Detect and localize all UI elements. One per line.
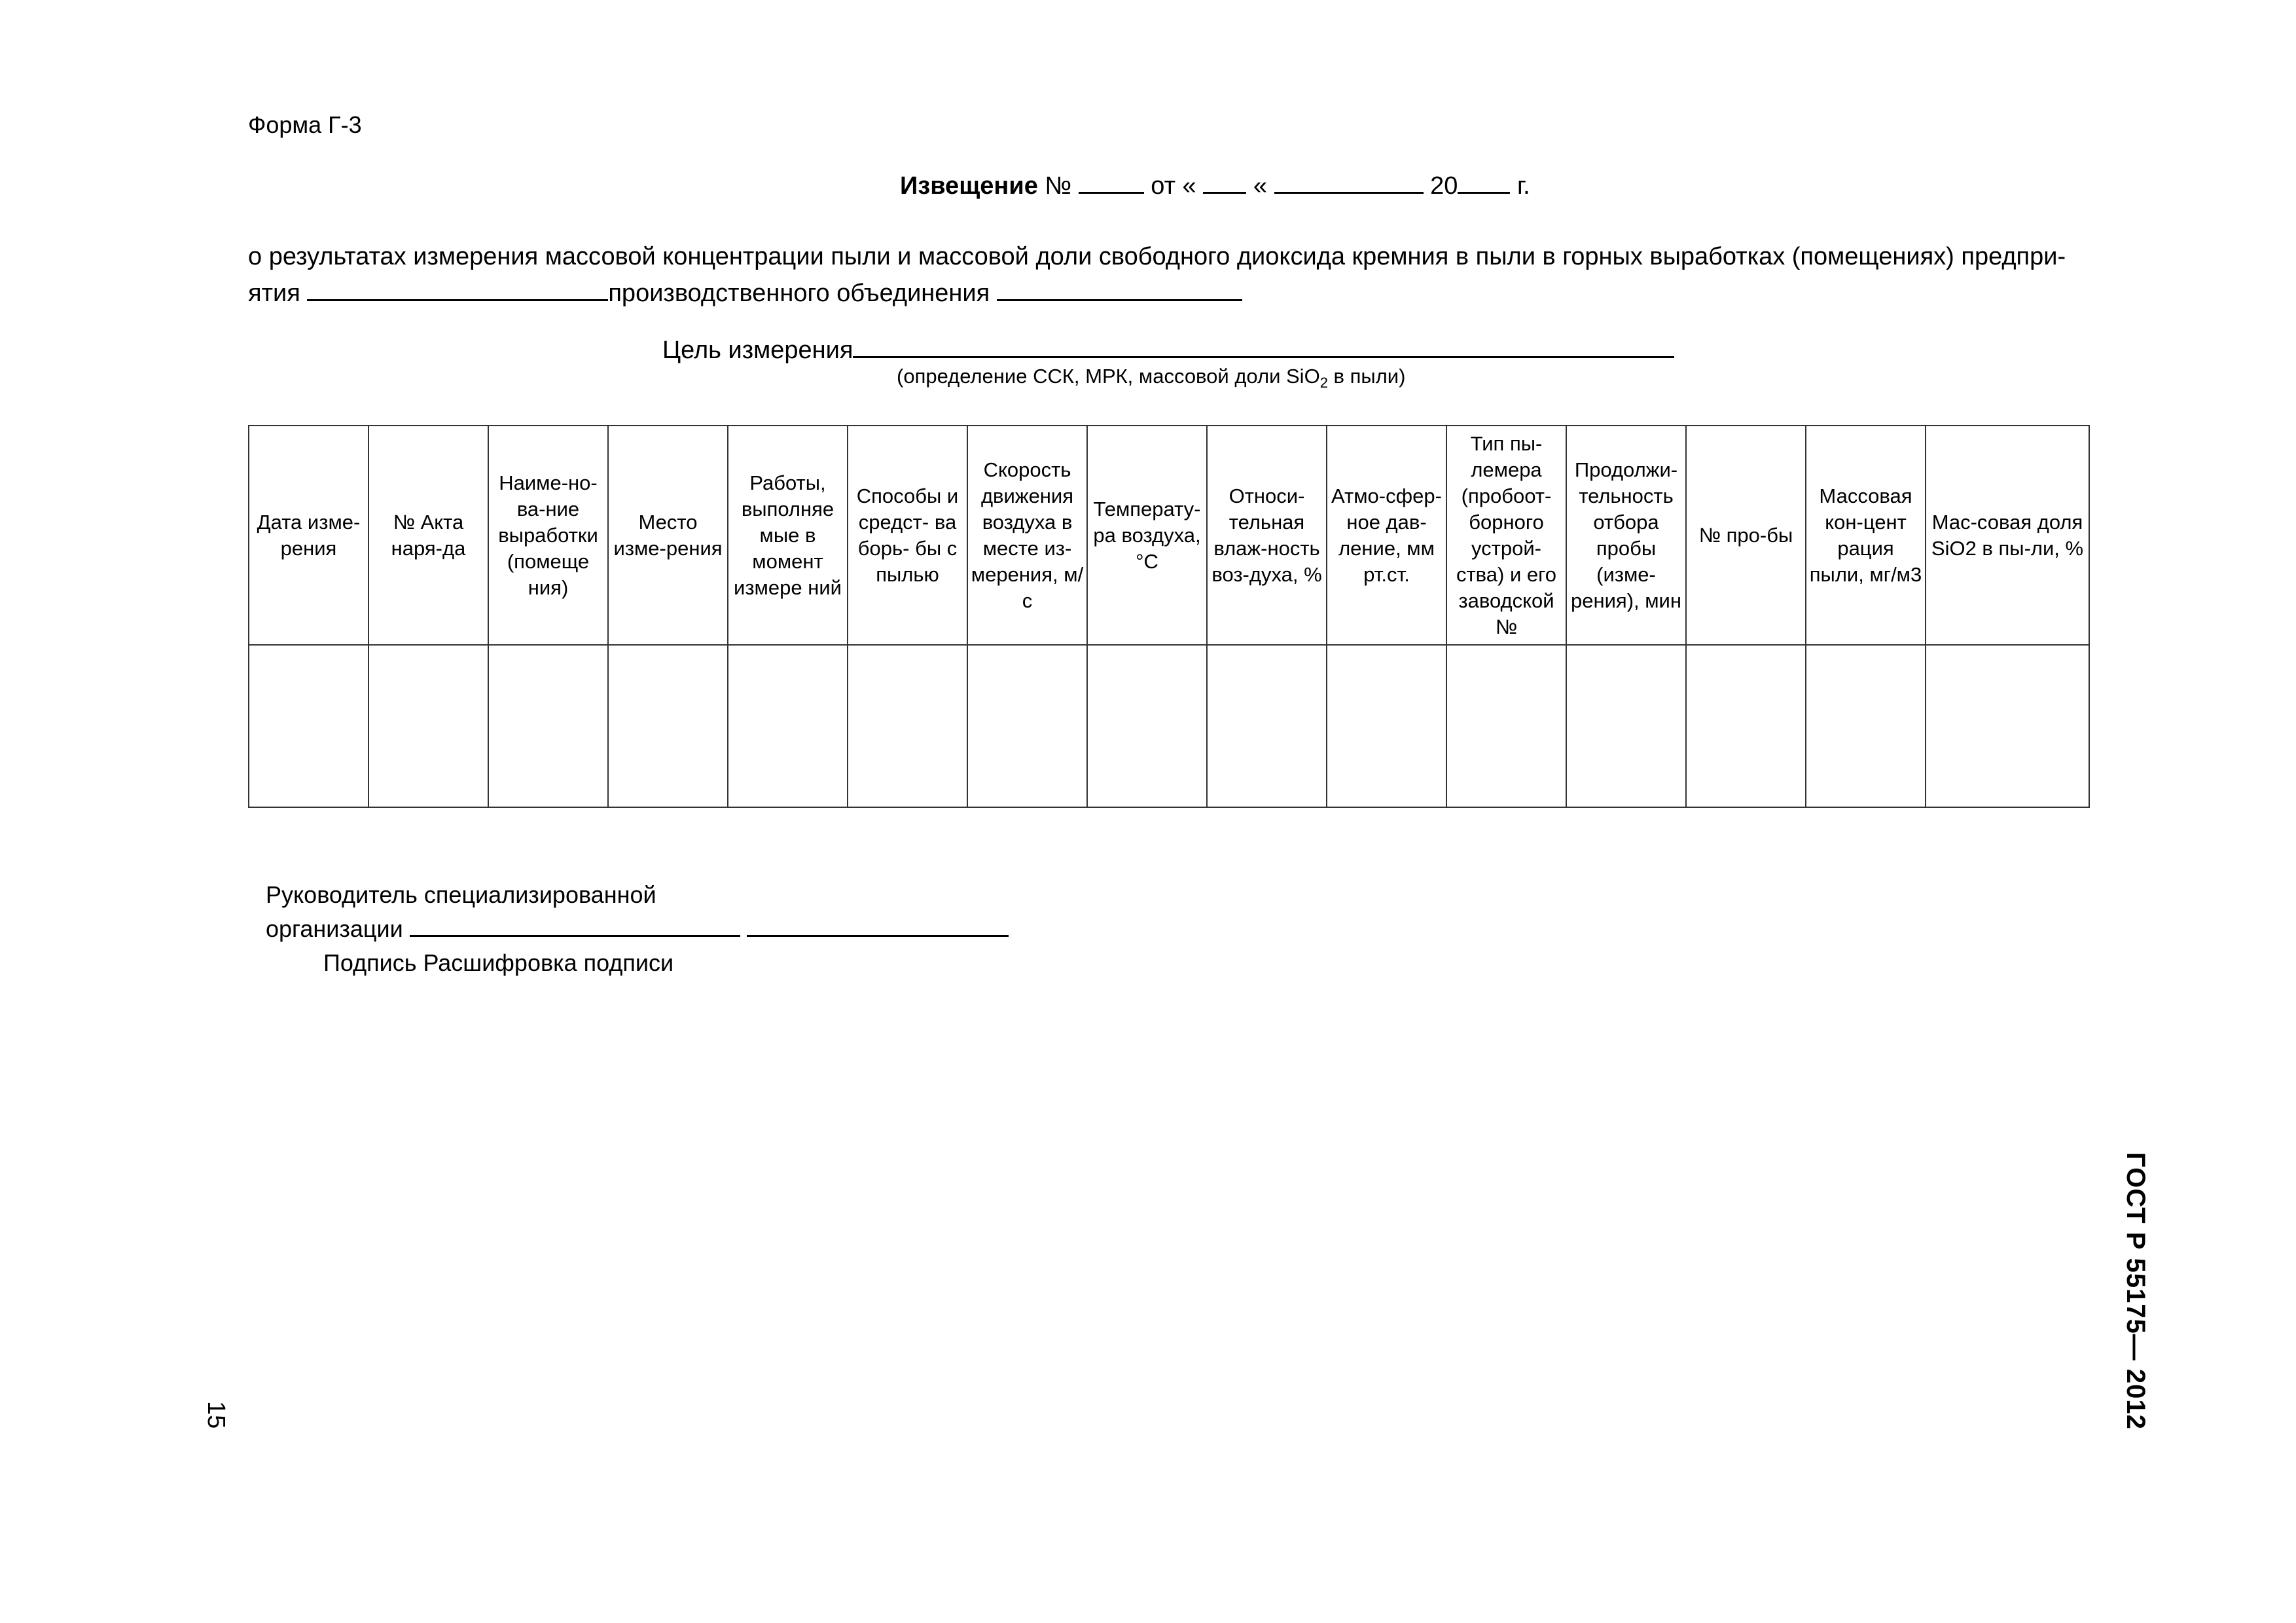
notice-year-suffix: г. <box>1516 172 1530 200</box>
table-cell[interactable] <box>967 645 1087 807</box>
header-cell: Продолжи-тельность отбора пробы (изме-рения), мин <box>1566 426 1686 645</box>
table-header-row <box>249 426 2089 645</box>
header-cell: № про-бы <box>1686 426 1806 645</box>
table-cell[interactable] <box>1207 645 1327 807</box>
header-cell: Наиме-но-ва-ние выработки (помеще ния) <box>488 426 608 645</box>
goal-hint <box>897 365 1405 392</box>
notice-number-field[interactable] <box>1079 171 1144 194</box>
notice-quote: « <box>1253 172 1267 200</box>
notice-year-prefix: 20 <box>1430 172 1458 200</box>
goal-hint-subscript: 2 <box>1319 374 1328 392</box>
header-cell: Атмо-сфер- ное дав- ление, мм рт.ст. <box>1327 426 1446 645</box>
signature-captions: Подпись Расшифровка подписи <box>323 949 674 976</box>
header-cell: Дата изме-рения <box>249 426 368 645</box>
goal-line <box>662 335 1674 365</box>
table-cell[interactable] <box>608 645 728 807</box>
notice-month-field[interactable] <box>1274 171 1424 194</box>
goal-label: Цель измерения <box>662 337 853 364</box>
header-cell: Мас-совая доля SiO2 в пы-ли, % <box>1926 426 2089 645</box>
signature-org-label: организации <box>266 915 403 942</box>
table-cell[interactable] <box>1327 645 1446 807</box>
header-cell: Скорость движения воздуха в месте из-мерения, м/с <box>967 426 1087 645</box>
header-cell: Способы и средст- ва борь- бы с пылью <box>848 426 967 645</box>
notice-year-field[interactable] <box>1458 171 1510 194</box>
page-number: 15 <box>202 1401 230 1429</box>
table-cell[interactable] <box>1686 645 1806 807</box>
goal-hint-text: (определение ССК, МРК, массовой доли SiO <box>897 365 1320 388</box>
table-cell[interactable] <box>848 645 967 807</box>
enterprise-field[interactable] <box>307 278 608 301</box>
association-label: производственного объединения <box>608 280 990 307</box>
goal-hint-tail: в пыли) <box>1327 365 1406 388</box>
header-cell: № Акта наря-да <box>368 426 488 645</box>
table-cell[interactable] <box>249 645 368 807</box>
signature-block <box>266 878 1009 980</box>
table-cell[interactable] <box>368 645 488 807</box>
document-code: ГОСТ Р 55175— 2012 <box>2121 1152 2150 1430</box>
form-label: Форма Г-3 <box>248 111 362 138</box>
header-cell: Работы, выполняе мые в момент измере ний <box>728 426 848 645</box>
table-cell[interactable] <box>1566 645 1686 807</box>
goal-field[interactable] <box>853 335 1674 358</box>
signature-field[interactable] <box>410 914 740 937</box>
signature-decryption-field[interactable] <box>747 914 1009 937</box>
header-cell: Массовая кон-цент рация пыли, мг/м3 <box>1806 426 1926 645</box>
header-cell: Относи-тельная влаж-ность воз-духа, % <box>1207 426 1327 645</box>
table-cell[interactable] <box>488 645 608 807</box>
table-cell[interactable] <box>1926 645 2089 807</box>
association-field[interactable] <box>997 278 1242 301</box>
notice-title: Извещение <box>900 172 1038 200</box>
header-cell: Температу-ра воздуха, °С <box>1087 426 1207 645</box>
header-cell: Тип пы-лемера (пробоот-борного устрой-ства) и его заводской № <box>1446 426 1566 645</box>
notice-day-field[interactable] <box>1203 171 1246 194</box>
notice-heading <box>900 171 1530 200</box>
intro-paragraph <box>248 238 2081 312</box>
notice-number-sign: № <box>1045 172 1072 200</box>
signature-role-line1: Руководитель специализированной <box>266 881 656 908</box>
signature-role-line2 <box>266 912 1009 946</box>
notice-from: от « <box>1151 172 1196 200</box>
header-cell: Место изме-рения <box>608 426 728 645</box>
table-cell[interactable] <box>1446 645 1566 807</box>
table-cell[interactable] <box>1087 645 1207 807</box>
table-cell[interactable] <box>728 645 848 807</box>
table-row <box>249 645 2089 807</box>
intro-text: о результатах измерения массовой концентрации пыли и массовой доли свободного диоксида кремния в пыли в горных выработках (помещениях) предпри-ятия <box>248 243 2066 307</box>
measurement-table <box>248 425 2090 808</box>
table-cell[interactable] <box>1806 645 1926 807</box>
